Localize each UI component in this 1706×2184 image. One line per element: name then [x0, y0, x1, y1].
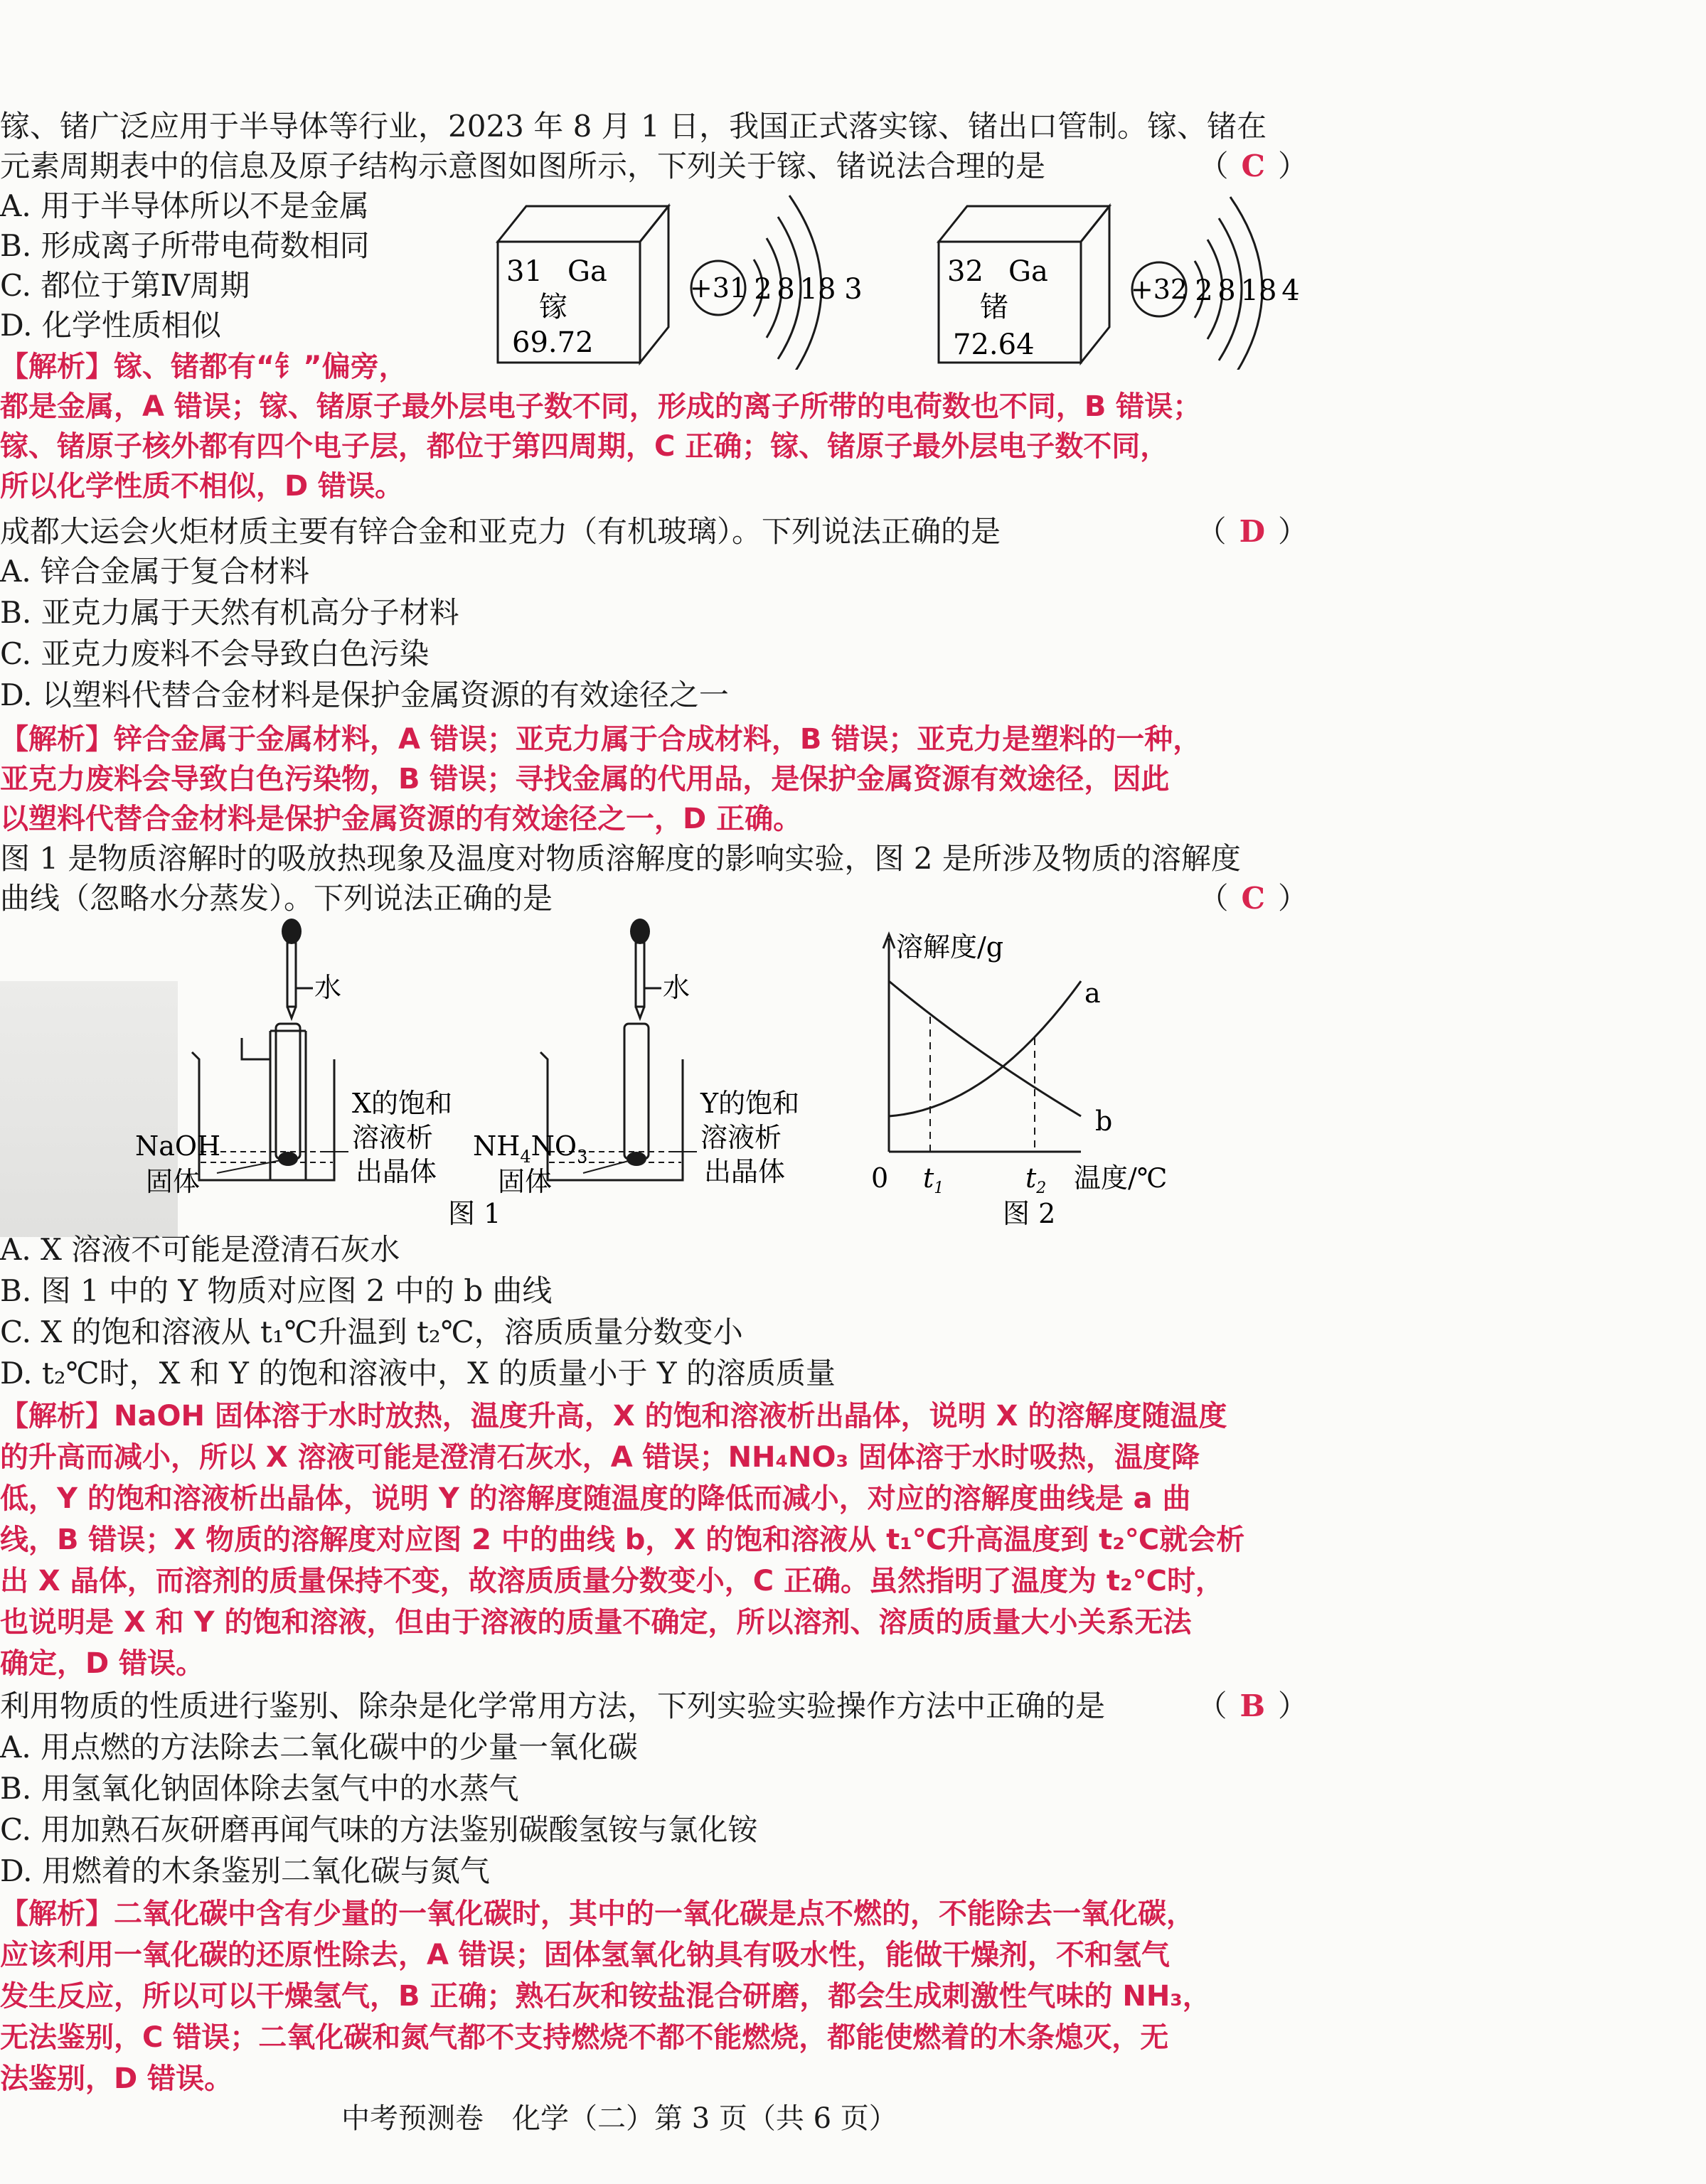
q1-stem-line2: 元素周期表中的信息及原子结构示意图如图所示，下列关于镓、锗说法合理的是	[0, 149, 1046, 183]
ge-shell-4: 4	[1281, 274, 1300, 307]
y-saturated-label-2: 溶液析	[700, 1122, 782, 1153]
q3-analysis-line2: 的升高而减小，所以 X 溶液可能是澄清石灰水，A 错误；NH₄NO₃ 固体溶于水时吸热，温度降	[0, 1441, 1200, 1474]
q4-option-c: C. 用加熟石灰研磨再闻气味的方法鉴别碳酸氢铵与氯化铵	[0, 1812, 758, 1847]
ga-shell-1: 2	[754, 273, 772, 306]
ge-shell-1: 2	[1195, 274, 1213, 307]
ga-nucleus-charge: +31	[689, 272, 747, 304]
q1-answer: （ C ）	[1198, 149, 1308, 183]
q4-answer: （ B ）	[1197, 1688, 1308, 1723]
ga-shell-2: 8	[777, 273, 795, 306]
left-dropper	[282, 919, 302, 1018]
naoh-solid-label: 固体	[146, 1166, 201, 1197]
fig2-t2: $t_2$	[1025, 1162, 1047, 1197]
ga-atomic-number: 31	[506, 255, 543, 288]
q3-analysis-line1: 【解析】NaOH 固体溶于水时放热，温度升高，X 的饱和溶液析出晶体，说明 X 的溶解度随温度	[0, 1400, 1227, 1433]
q1-option-b: B. 形成离子所带电荷数相同	[0, 228, 370, 263]
y-saturated-label-3: 出晶体	[704, 1156, 786, 1187]
curve-b	[889, 981, 1081, 1116]
q2-analysis-line2: 亚克力废料会导致白色污染物，B 错误；寻找金属的代用品，是保护金属资源有效途径，因此	[0, 763, 1170, 796]
q1-analysis-line4: 所以化学性质不相似，D 错误。	[0, 470, 404, 503]
q4-analysis-line4: 无法鉴别，C 错误；二氧化碳和氮气都不支持燃烧不都不能燃烧，都能使燃着的木条熄灭，无	[0, 2021, 1169, 2054]
curve-a-label: a	[1084, 978, 1101, 1009]
ge-name: 锗	[980, 291, 1008, 323]
x-saturated-label-3: 出晶体	[356, 1156, 437, 1187]
q2-option-a: A. 锌合金属于复合材料	[0, 554, 310, 589]
q3-analysis-line3: 低，Y 的饱和溶液析出晶体，说明 Y 的溶解度随温度的降低而减小，对应的溶解度曲线是 a 曲	[0, 1482, 1191, 1515]
ge-shell-3: 18	[1240, 274, 1277, 307]
y-saturated-label-1: Y的饱和	[700, 1088, 800, 1119]
figure-2-caption: 图 2	[1003, 1198, 1056, 1229]
q3-option-a: A. X 溶液不可能是澄清石灰水	[0, 1232, 400, 1267]
q3-answer: （ C ）	[1198, 881, 1308, 916]
ga-shell-4: 3	[844, 273, 863, 306]
q4-option-a: A. 用点燃的方法除去二氧化碳中的少量一氧化碳	[0, 1730, 639, 1765]
q2-analysis-line1: 【解析】锌合金属于金属材料，A 错误；亚克力属于合成材料，B 错误；亚克力是塑料的一种，	[0, 723, 1202, 756]
q4-analysis-line1: 【解析】二氧化碳中含有少量的一氧化碳时，其中的一氧化碳是点不燃的，不能除去一氧化碳，	[0, 1897, 1195, 1930]
q1-analysis-line1: 【解析】镓、锗都有“钅”偏旁，	[0, 350, 407, 383]
q4-analysis-line2: 应该利用一氧化碳的还原性除去，A 错误；固体氢氧化钠具有吸水性，能做干燥剂，不和氢气	[0, 1939, 1170, 1971]
q1-option-a: A. 用于半导体所以不是金属	[0, 188, 370, 223]
q1-option-c: C. 都位于第Ⅳ周期	[0, 268, 250, 303]
ge-nucleus-charge: +32	[1130, 274, 1188, 305]
right-dropper	[630, 919, 650, 1018]
q1-analysis-line2: 都是金属，A 错误；镓、锗原子最外层电子数不同，形成的离子所带的电荷数也不同，B 错误；	[0, 390, 1202, 423]
q3-stem-line1: 图 1 是物质溶解时的吸放热现象及温度对物质溶解度的影响实验，图 2 是所涉及物质的溶解度	[0, 841, 1241, 876]
ge-atomic-number: 32	[947, 255, 983, 288]
fig2-t1: $t_1$	[923, 1162, 944, 1197]
figure-1-caption: 图 1	[448, 1198, 501, 1229]
x-saturated-label-1: X的饱和	[352, 1088, 453, 1119]
left-tube	[276, 1024, 300, 1159]
left-water-label: 水	[314, 972, 342, 1003]
q3-option-d: D. t₂℃时，X 和 Y 的饱和溶液中，X 的质量小于 Y 的溶质质量	[0, 1356, 836, 1391]
figure-1	[114, 917, 853, 1230]
q2-answer: （ D ）	[1196, 514, 1308, 549]
q2-option-c: C. 亚克力废料不会导致白色污染	[0, 636, 430, 671]
q4-option-b: B. 用氢氧化钠固体除去氢气中的水蒸气	[0, 1771, 519, 1806]
figure-2	[868, 924, 1195, 1230]
nh4no3-solid-label: 固体	[498, 1166, 553, 1197]
fig2-origin: 0	[871, 1162, 889, 1194]
q2-option-b: B. 亚克力属于天然有机高分子材料	[0, 595, 459, 630]
ga-shell-3: 18	[799, 273, 836, 306]
q3-stem-line2: 曲线（忽略水分蒸发）。下列说法正确的是	[0, 881, 553, 916]
q2-stem: 成都大运会火炬材质主要有锌合金和亚克力（有机玻璃）。下列说法正确的是	[0, 514, 1001, 549]
q2-option-d: D. 以塑料代替合金材料是保护金属资源的有效途径之一	[0, 678, 729, 712]
right-water-label: 水	[663, 972, 691, 1003]
q1-analysis-line3: 镓、锗原子核外都有四个电子层，都位于第四周期，C 正确；镓、锗原子最外层电子数不同，	[0, 430, 1169, 463]
q3-analysis-line7: 确定，D 错误。	[0, 1647, 205, 1680]
ga-symbol: Ga	[567, 255, 607, 288]
ge-symbol: Ga	[1008, 255, 1048, 288]
nh4no3-label: $NH_4NO_3$	[473, 1130, 588, 1167]
element-diagram	[484, 178, 1308, 370]
q1-stem-line1: 镓、锗广泛应用于半导体等行业，2023 年 8 月 1 日，我国正式落实镓、锗出口管制。镓、锗在	[0, 109, 1267, 144]
q3-analysis-line4: 线，B 错误；X 物质的溶解度对应图 2 中的曲线 b，X 的饱和溶液从 t₁℃升高温度到 t₂℃就会析	[0, 1524, 1245, 1556]
q4-option-d: D. 用燃着的木条鉴别二氧化碳与氮气	[0, 1853, 490, 1888]
q4-analysis-line3: 发生反应，所以可以干燥氢气，B 正确；熟石灰和铵盐混合研磨，都会生成刺激性气味的 NH₃，	[0, 1980, 1211, 2013]
q2-analysis-line3: 以塑料代替合金材料是保护金属资源的有效途径之一，D 正确。	[0, 803, 802, 835]
q3-analysis-line6: 也说明是 X 和 Y 的饱和溶液，但由于溶液的质量不确定，所以溶剂、溶质的质量大小关系无法	[0, 1606, 1192, 1639]
page-footer: 中考预测卷 化学（二）第 3 页（共 6 页）	[341, 2102, 897, 2135]
fig2-xlabel: 温度/℃	[1074, 1162, 1168, 1194]
fig2-ylabel: 溶解度/g	[896, 931, 1004, 963]
ga-name: 镓	[539, 291, 567, 323]
q3-option-c: C. X 的饱和溶液从 t₁℃升温到 t₂℃，溶质质量分数变小	[0, 1315, 743, 1349]
ga-mass: 69.72	[512, 326, 594, 359]
q4-stem: 利用物质的性质进行鉴别、除杂是化学常用方法，下列实验实验操作方法中正确的是	[0, 1688, 1106, 1723]
q3-analysis-line5: 出 X 晶体，而溶剂的质量保持不变，故溶质质量分数变小，C 正确。虽然指明了温度为 t₂℃时，	[0, 1565, 1224, 1597]
ge-mass: 72.64	[953, 328, 1035, 361]
q4-analysis-line5: 法鉴别，D 错误。	[0, 2062, 233, 2095]
curve-a	[889, 981, 1081, 1116]
q1-option-d: D. 化学性质相似	[0, 308, 221, 343]
curve-b-label: b	[1095, 1106, 1113, 1137]
x-saturated-label-2: 溶液析	[352, 1122, 434, 1153]
naoh-label: NaOH	[135, 1130, 221, 1162]
q3-option-b: B. 图 1 中的 Y 物质对应图 2 中的 b 曲线	[0, 1273, 553, 1308]
ge-shell-2: 8	[1217, 274, 1236, 307]
